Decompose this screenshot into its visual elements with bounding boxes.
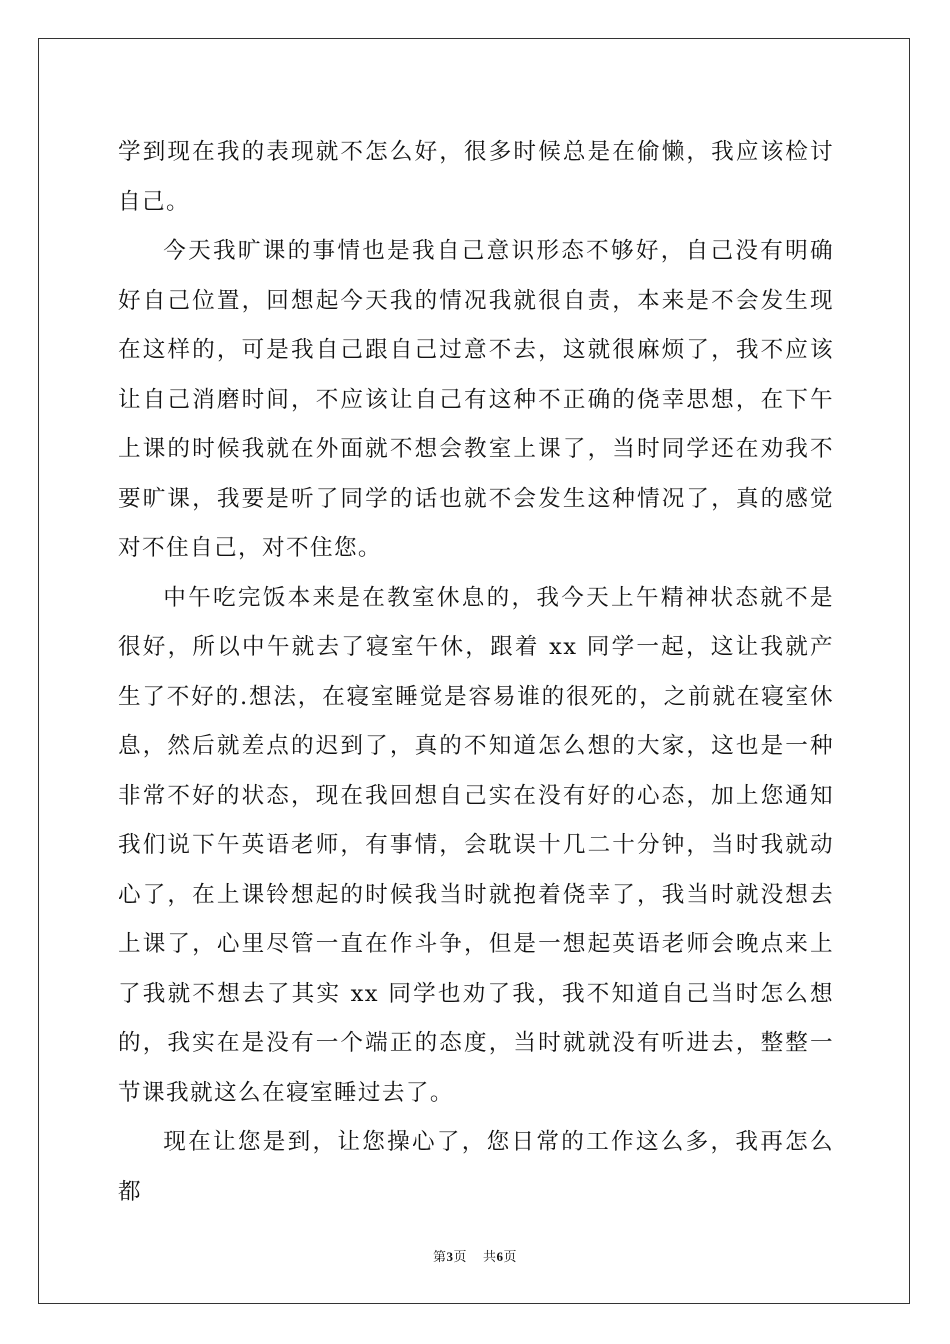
paragraph-2: 今天我旷课的事情也是我自己意识形态不够好，自己没有明确好自己位置，回想起今天我的情况我就很自责，本来是不会发生现在这样的，可是我自己跟自己过意不去，这就很麻烦了，我不应该让自己消磨时间，不应该让自己有这种不正确的侥幸思想，在下午上课的时候我就在外面就不想会教室上课了，当时同学还在劝我不要旷课，我要是听了同学的话也就不会发生这种情况了，真的感觉对不住自己，对不住您。 xyxy=(118,238,834,561)
total-prefix: 共 xyxy=(483,1250,497,1265)
page-suffix: 页 xyxy=(453,1250,467,1265)
document-body xyxy=(118,128,834,1217)
page-footer xyxy=(0,1246,950,1265)
total-pages: 6 xyxy=(496,1249,504,1264)
paragraph-3: 中午吃完饭本来是在教室休息的，我今天上午精神状态就不是很好，所以中午就去了寝室午休，跟着 xx 同学一起，这让我就产生了不好的.想法，在寝室睡觉是容易谁的很死的，之前就在寝室休息，然后就差点的迟到了，真的不知道怎么想的大家，这也是一种非常不好的状态，现在我回想自己实在没有好的心态，加上您通知我们说下午英语老师，有事情，会耽误十几二十分钟，当时我就动心了，在上课铃想起的时候我当时就抱着侥幸了，我当时就没想去上课了，心里尽管一直在作斗争，但是一想起英语老师会晚点来上了我就不想去了其实 xx 同学也劝了我，我不知道自己当时怎么想的，我实在是没有一个端正的态度，当时就就没有听进去，整整一节课我就这么在寝室睡过去了。 xyxy=(118,584,834,1106)
paragraph-1: 学到现在我的表现就不怎么好，很多时候总是在偷懒，我应该检讨自己。 xyxy=(118,139,834,215)
page-prefix: 第 xyxy=(432,1250,447,1265)
paragraph-4: 现在让您是到，让您操心了，您日常的工作这么多，我再怎么都 xyxy=(118,1129,834,1205)
page-number: 3 xyxy=(446,1249,454,1264)
total-suffix: 页 xyxy=(503,1250,518,1265)
